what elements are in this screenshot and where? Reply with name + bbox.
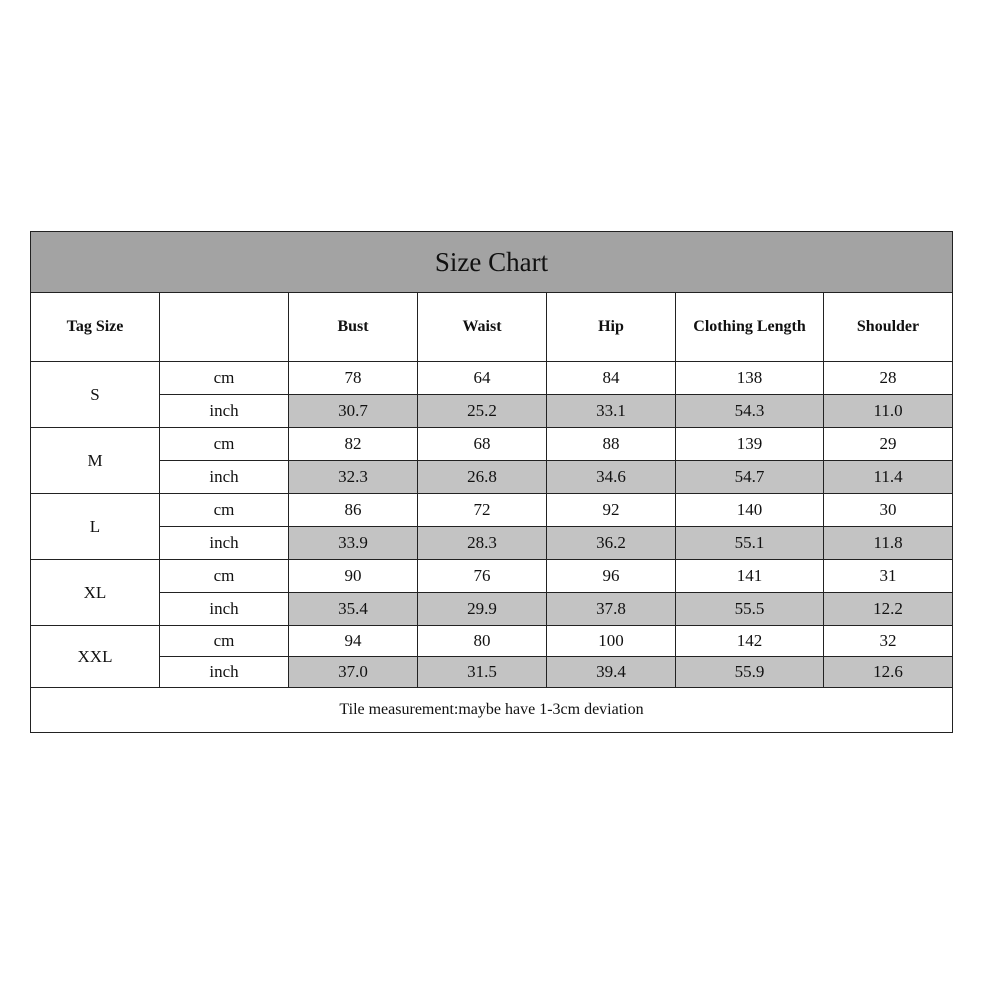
measurement-cell: 64 xyxy=(418,362,547,395)
tag-size-cell: XL xyxy=(31,560,160,626)
unit-cell: inch xyxy=(160,593,289,626)
measurement-cell: 26.8 xyxy=(418,461,547,494)
measurement-cell: 33.9 xyxy=(289,527,418,560)
footer-note: Tile measurement:maybe have 1-3cm deviation xyxy=(31,688,953,733)
measurement-cell: 30.7 xyxy=(289,395,418,428)
measurement-cell: 25.2 xyxy=(418,395,547,428)
column-header: Bust xyxy=(289,293,418,362)
unit-cell: cm xyxy=(160,362,289,395)
table-row xyxy=(31,395,953,428)
measurement-cell: 55.5 xyxy=(676,593,824,626)
measurement-cell: 29 xyxy=(824,428,953,461)
column-header: Waist xyxy=(418,293,547,362)
unit-cell: cm xyxy=(160,560,289,593)
measurement-cell: 30 xyxy=(824,494,953,527)
unit-cell: inch xyxy=(160,461,289,494)
unit-cell: inch xyxy=(160,395,289,428)
size-chart-table xyxy=(30,231,953,733)
measurement-cell: 37.0 xyxy=(289,657,418,688)
measurement-cell: 11.4 xyxy=(824,461,953,494)
measurement-cell: 68 xyxy=(418,428,547,461)
column-header: Hip xyxy=(547,293,676,362)
measurement-cell: 88 xyxy=(547,428,676,461)
measurement-cell: 138 xyxy=(676,362,824,395)
measurement-cell: 84 xyxy=(547,362,676,395)
measurement-cell: 76 xyxy=(418,560,547,593)
measurement-cell: 37.8 xyxy=(547,593,676,626)
table-row xyxy=(31,560,953,593)
measurement-cell: 94 xyxy=(289,626,418,657)
measurement-cell: 39.4 xyxy=(547,657,676,688)
tag-size-cell: M xyxy=(31,428,160,494)
measurement-cell: 35.4 xyxy=(289,593,418,626)
tag-size-cell: L xyxy=(31,494,160,560)
tag-size-cell: XXL xyxy=(31,626,160,688)
measurement-cell: 78 xyxy=(289,362,418,395)
column-header: Tag Size xyxy=(31,293,160,362)
measurement-cell: 141 xyxy=(676,560,824,593)
measurement-cell: 100 xyxy=(547,626,676,657)
table-row xyxy=(31,428,953,461)
table-row xyxy=(31,593,953,626)
measurement-cell: 140 xyxy=(676,494,824,527)
column-header: Shoulder xyxy=(824,293,953,362)
measurement-cell: 31 xyxy=(824,560,953,593)
table-row xyxy=(31,461,953,494)
measurement-cell: 11.0 xyxy=(824,395,953,428)
unit-cell: cm xyxy=(160,428,289,461)
measurement-cell: 29.9 xyxy=(418,593,547,626)
measurement-cell: 80 xyxy=(418,626,547,657)
unit-cell: cm xyxy=(160,494,289,527)
table-row xyxy=(31,527,953,560)
measurement-cell: 28.3 xyxy=(418,527,547,560)
measurement-cell: 32 xyxy=(824,626,953,657)
unit-cell: inch xyxy=(160,657,289,688)
measurement-cell: 82 xyxy=(289,428,418,461)
measurement-cell: 31.5 xyxy=(418,657,547,688)
measurement-cell: 11.8 xyxy=(824,527,953,560)
measurement-cell: 36.2 xyxy=(547,527,676,560)
measurement-cell: 72 xyxy=(418,494,547,527)
measurement-cell: 86 xyxy=(289,494,418,527)
measurement-cell: 12.6 xyxy=(824,657,953,688)
tag-size-cell: S xyxy=(31,362,160,428)
measurement-cell: 28 xyxy=(824,362,953,395)
measurement-cell: 32.3 xyxy=(289,461,418,494)
unit-cell: inch xyxy=(160,527,289,560)
table-title: Size Chart xyxy=(31,232,953,293)
measurement-cell: 54.3 xyxy=(676,395,824,428)
measurement-cell: 92 xyxy=(547,494,676,527)
measurement-cell: 142 xyxy=(676,626,824,657)
measurement-cell: 34.6 xyxy=(547,461,676,494)
table-row xyxy=(31,494,953,527)
unit-cell: cm xyxy=(160,626,289,657)
column-header: Clothing Length xyxy=(676,293,824,362)
measurement-cell: 33.1 xyxy=(547,395,676,428)
measurement-cell: 55.9 xyxy=(676,657,824,688)
measurement-cell: 90 xyxy=(289,560,418,593)
table-row xyxy=(31,657,953,688)
measurement-cell: 139 xyxy=(676,428,824,461)
measurement-cell: 55.1 xyxy=(676,527,824,560)
measurement-cell: 12.2 xyxy=(824,593,953,626)
measurement-cell: 96 xyxy=(547,560,676,593)
table-row xyxy=(31,362,953,395)
column-header xyxy=(160,293,289,362)
measurement-cell: 54.7 xyxy=(676,461,824,494)
table-row xyxy=(31,626,953,657)
